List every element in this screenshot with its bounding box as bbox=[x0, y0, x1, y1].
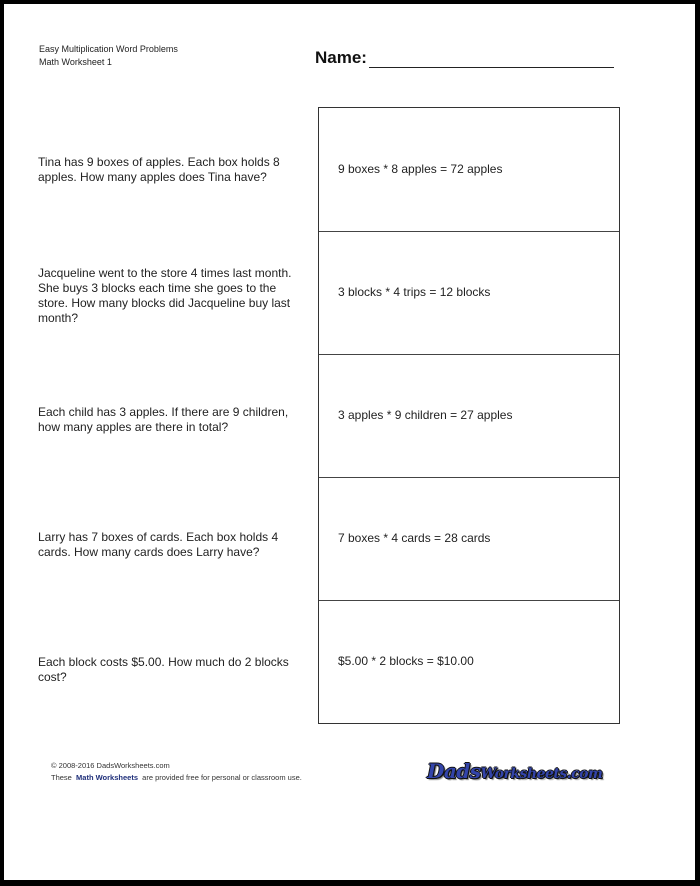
name-field bbox=[315, 48, 614, 68]
name-blank-line bbox=[369, 51, 614, 68]
usage-note-prefix: These bbox=[51, 773, 72, 782]
name-label: Name: bbox=[315, 48, 367, 67]
usage-note bbox=[51, 772, 302, 784]
answer-2: 3 blocks * 4 trips = 12 blocks bbox=[338, 285, 491, 299]
usage-note-suffix: are provided free for personal or classroom use. bbox=[142, 773, 302, 782]
answer-table bbox=[318, 107, 620, 724]
math-worksheets-link[interactable]: Math Worksheets bbox=[76, 773, 138, 782]
answer-5: $5.00 * 2 blocks = $10.00 bbox=[338, 654, 474, 668]
copyright: © 2008-2016 DadsWorksheets.com bbox=[51, 761, 170, 770]
answer-cell-3 bbox=[319, 354, 619, 477]
answer-3: 3 apples * 9 children = 27 apples bbox=[338, 408, 513, 422]
worksheet-page bbox=[4, 4, 695, 880]
dadsworksheets-logo bbox=[427, 759, 602, 783]
answer-cell-2 bbox=[319, 231, 619, 354]
question-2: Jacqueline went to the store 4 times last month. She buys 3 blocks each time she goes to the store. How many blocks did Jacqueline buy last month? bbox=[38, 266, 292, 325]
answer-cell-1 bbox=[319, 108, 619, 231]
worksheet-title bbox=[39, 43, 178, 69]
question-4: Larry has 7 boxes of cards. Each box holds 4 cards. How many cards does Larry have? bbox=[38, 530, 279, 559]
logo-part-2: Worksheets.com bbox=[480, 766, 603, 782]
question-5: Each block costs $5.00. How much do 2 blocks cost? bbox=[38, 655, 289, 684]
answer-cell-5 bbox=[319, 600, 619, 723]
title-line-2: Math Worksheet 1 bbox=[39, 57, 112, 67]
logo-part-1: Dads bbox=[427, 759, 481, 783]
answer-1: 9 boxes * 8 apples = 72 apples bbox=[338, 161, 503, 176]
answer-cell-4 bbox=[319, 477, 619, 600]
question-1: Tina has 9 boxes of apples. Each box holds 8 apples. How many apples does Tina have? bbox=[38, 155, 280, 184]
title-line-1: Easy Multiplication Word Problems bbox=[39, 44, 178, 54]
question-3: Each child has 3 apples. If there are 9 children, how many apples are there in total? bbox=[38, 405, 289, 434]
footer bbox=[51, 760, 302, 784]
answer-4: 7 boxes * 4 cards = 28 cards bbox=[338, 531, 491, 545]
